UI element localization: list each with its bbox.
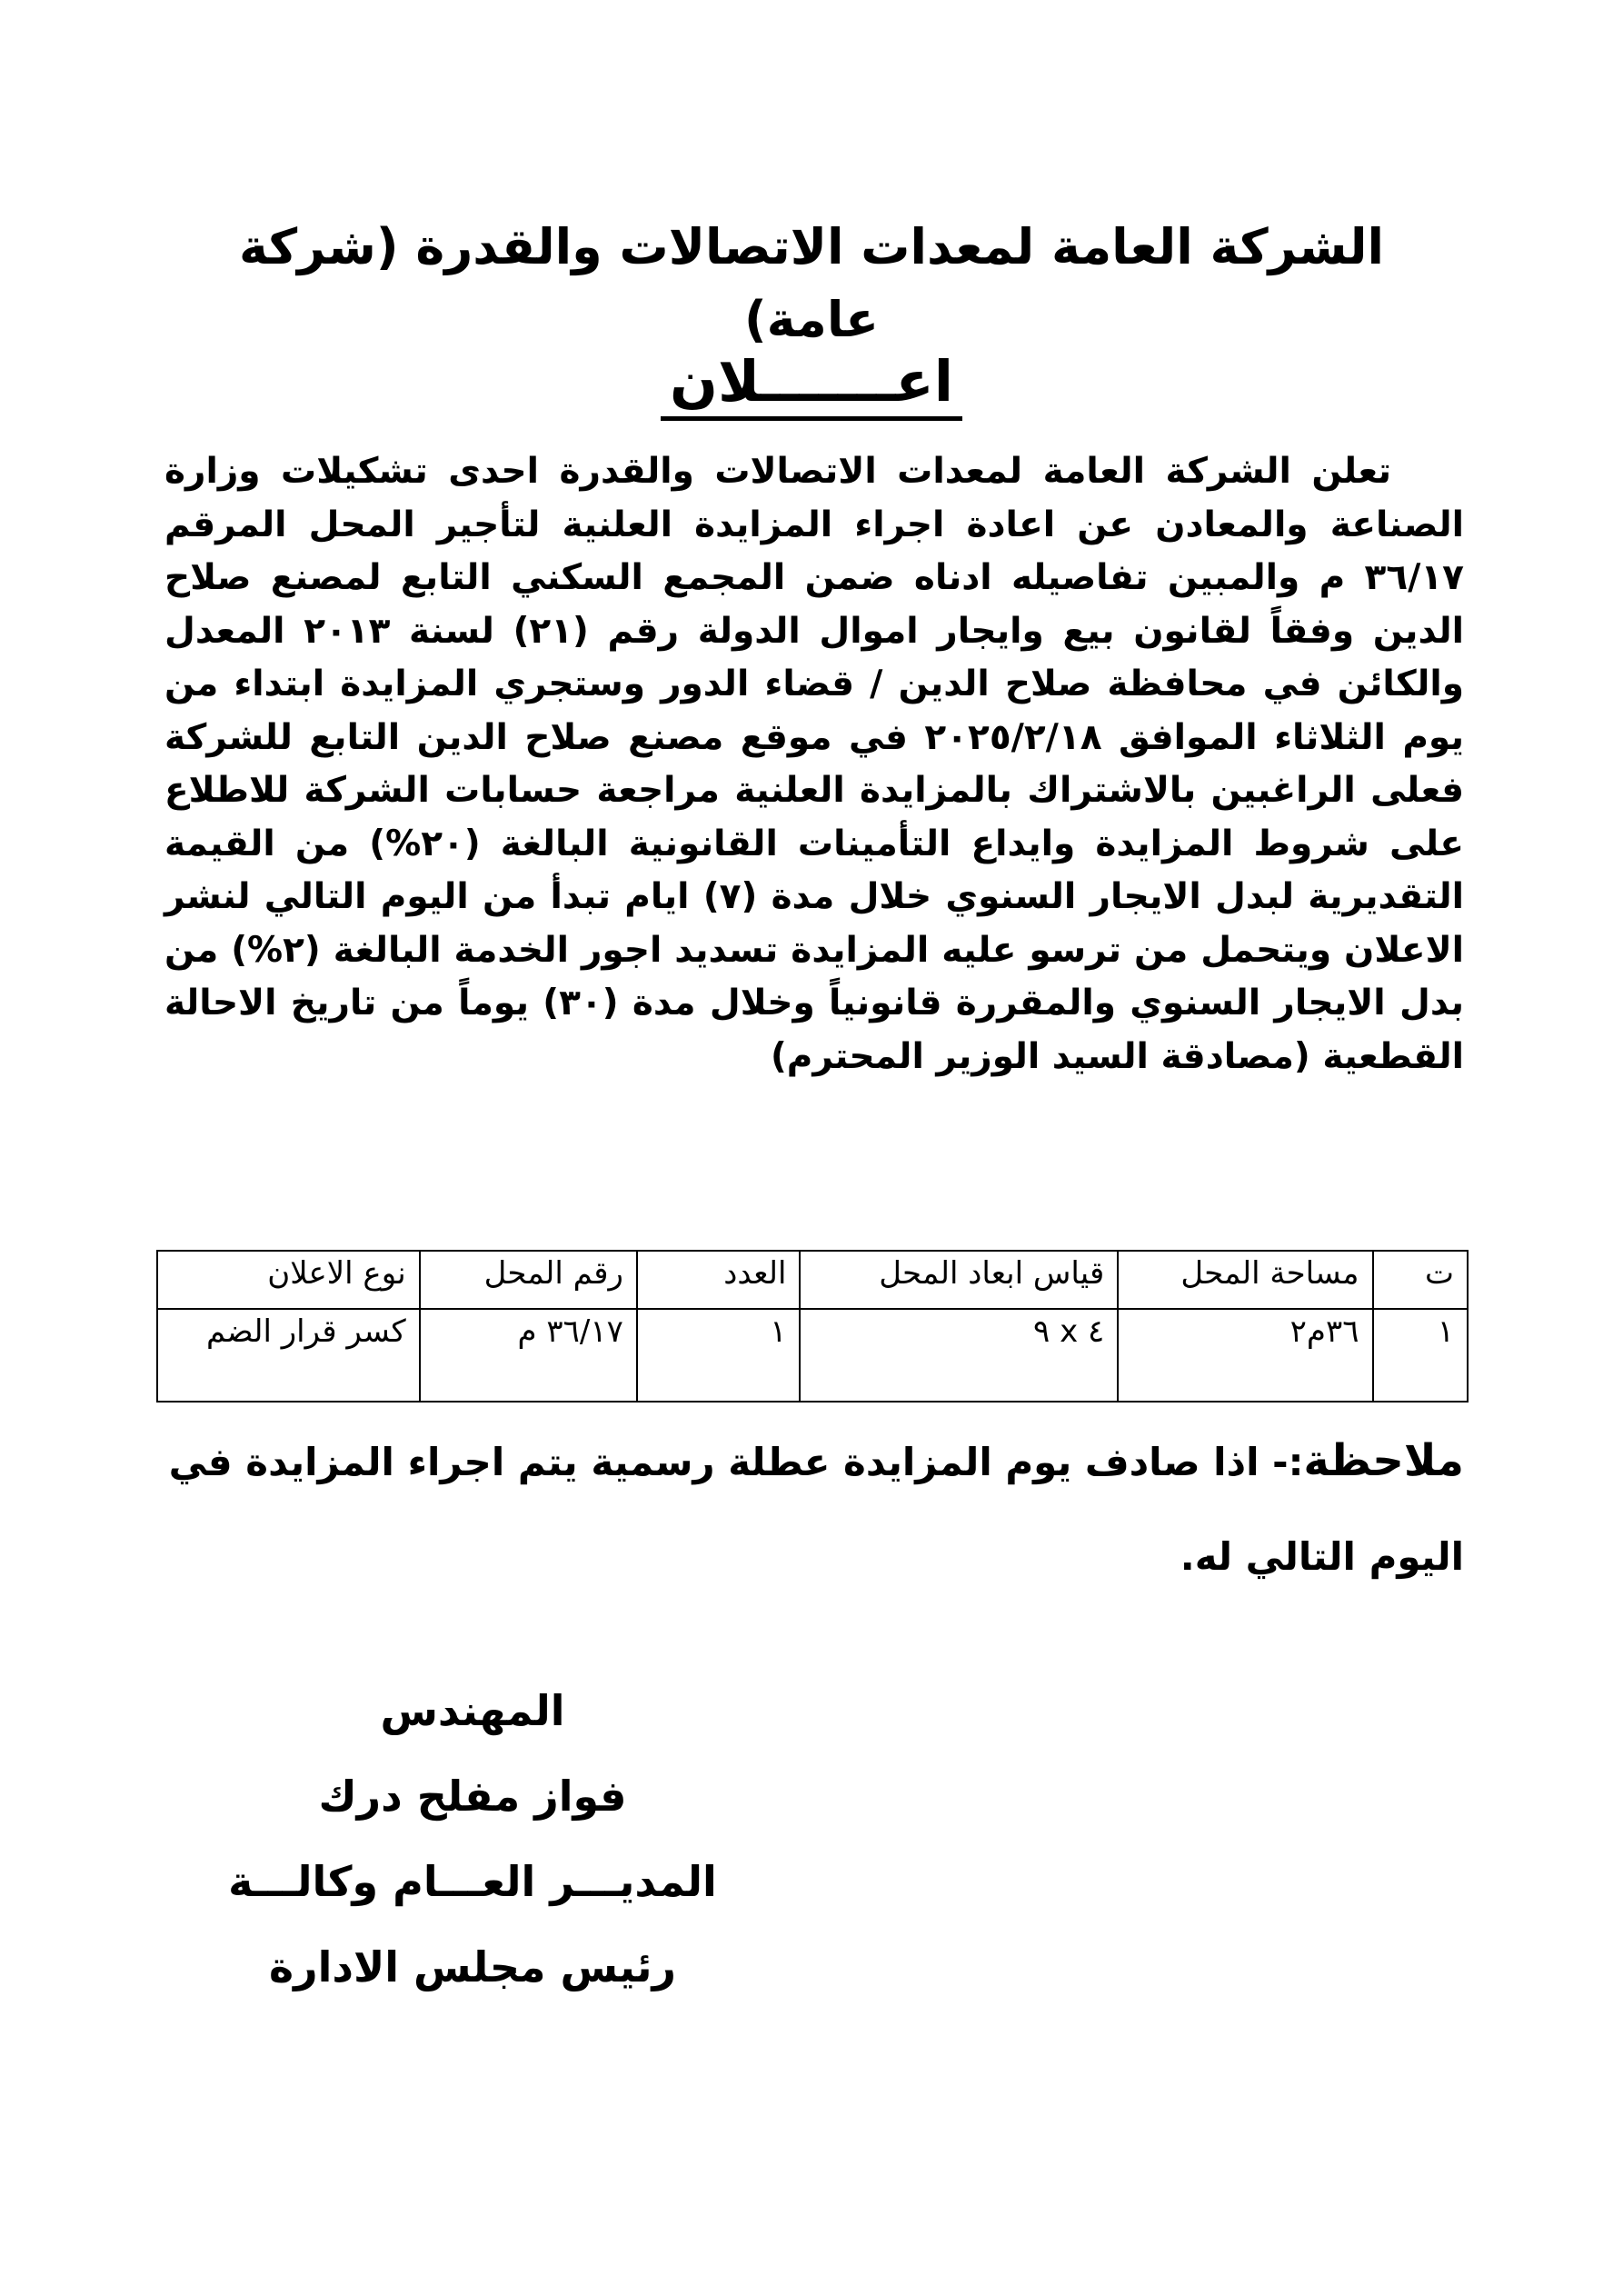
shop-details-table [156, 1250, 1469, 1403]
table-header-row [157, 1251, 1468, 1309]
signature-block [218, 1668, 727, 2010]
announcement-title-text: اعـــــــلان [661, 348, 962, 421]
signature-title: المهندس [380, 1686, 565, 1735]
cell-area: ٣٦م٢ [1118, 1309, 1372, 1402]
signature-name: فواز مفلح درك [318, 1772, 627, 1821]
cell-count: ١ [637, 1309, 801, 1402]
header-serial: ت [1373, 1251, 1468, 1309]
header-count: العدد [637, 1251, 801, 1309]
cell-serial: ١ [1373, 1309, 1468, 1402]
signature-board-role: رئيس مجلس الادارة [268, 1942, 677, 1992]
note-label: ملاحظة [1303, 1435, 1464, 1486]
note-text: اذا صادف يوم المزايدة عطلة رسمية يتم اجراء المزايدة في اليوم التالي له. [168, 1440, 1464, 1579]
header-dimensions: قياس ابعاد المحل [800, 1251, 1118, 1309]
table-row [157, 1309, 1468, 1402]
announcement-title [164, 341, 1459, 423]
note [164, 1413, 1464, 1604]
header-area: مساحة المحل [1118, 1251, 1372, 1309]
cell-announcement-type: كسر قرار الضم [157, 1309, 420, 1402]
signature-position: المديـــر العـــام وكالـــة [228, 1857, 717, 1906]
header-announcement-type: نوع الاعلان [157, 1251, 420, 1309]
cell-shop-number: ٣٦/١٧ م [420, 1309, 637, 1402]
announcement-body: تعلن الشركة العامة لمعدات الاتصالات والقدرة احدى تشكيلات وزارة الصناعة والمعادن عن اعادة اجراء المزايدة العلنية لتأجير المحل المرقم ٣٦/١٧ م والمبين تفاصيله ادناه ضمن المجمع السكني التابع لمصنع صلاح الدين وفقاً لقانون بيع وايجار اموال الدولة رقم (٢١) لسنة ٢٠١٣ المعدل والكائن في محافظة صلاح الدين / قضاء الدور وستجري المزايدة ابتداء من يوم الثلاثاء الموافق ٢٠٢٥/٢/١٨ في موقع مصنع صلاح الدين التابع للشركة فعلى الراغبين بالاشتراك بالمزايدة العلنية مراجعة حسابات الشركة للاطلاع على شروط المزايدة وايداع التأمينات القانونية البالغة (٢٠%) من القيمة التقديرية لبدل الايجار السنوي خلال مدة (٧) ايام تبدأ من اليوم التالي لنشر الاعلان ويتحمل من ترسو عليه المزايدة تسديد اجور الخدمة البالغة (٢%) من بدل الايجار السنوي والمقررة قانونياً وخلال مدة (٣٠) يوماً من تاريخ الاحالة القطعية (مصادقة السيد الوزير المحترم) [164, 451, 1465, 1077]
note-separator: :- [1272, 1440, 1304, 1484]
header-shop-number: رقم المحل [420, 1251, 637, 1309]
company-title: الشركة العامة لمعدات الاتصالات والقدرة (شركة عامة) [239, 218, 1384, 348]
cell-dimensions: ٤ x ٩ [800, 1309, 1118, 1402]
